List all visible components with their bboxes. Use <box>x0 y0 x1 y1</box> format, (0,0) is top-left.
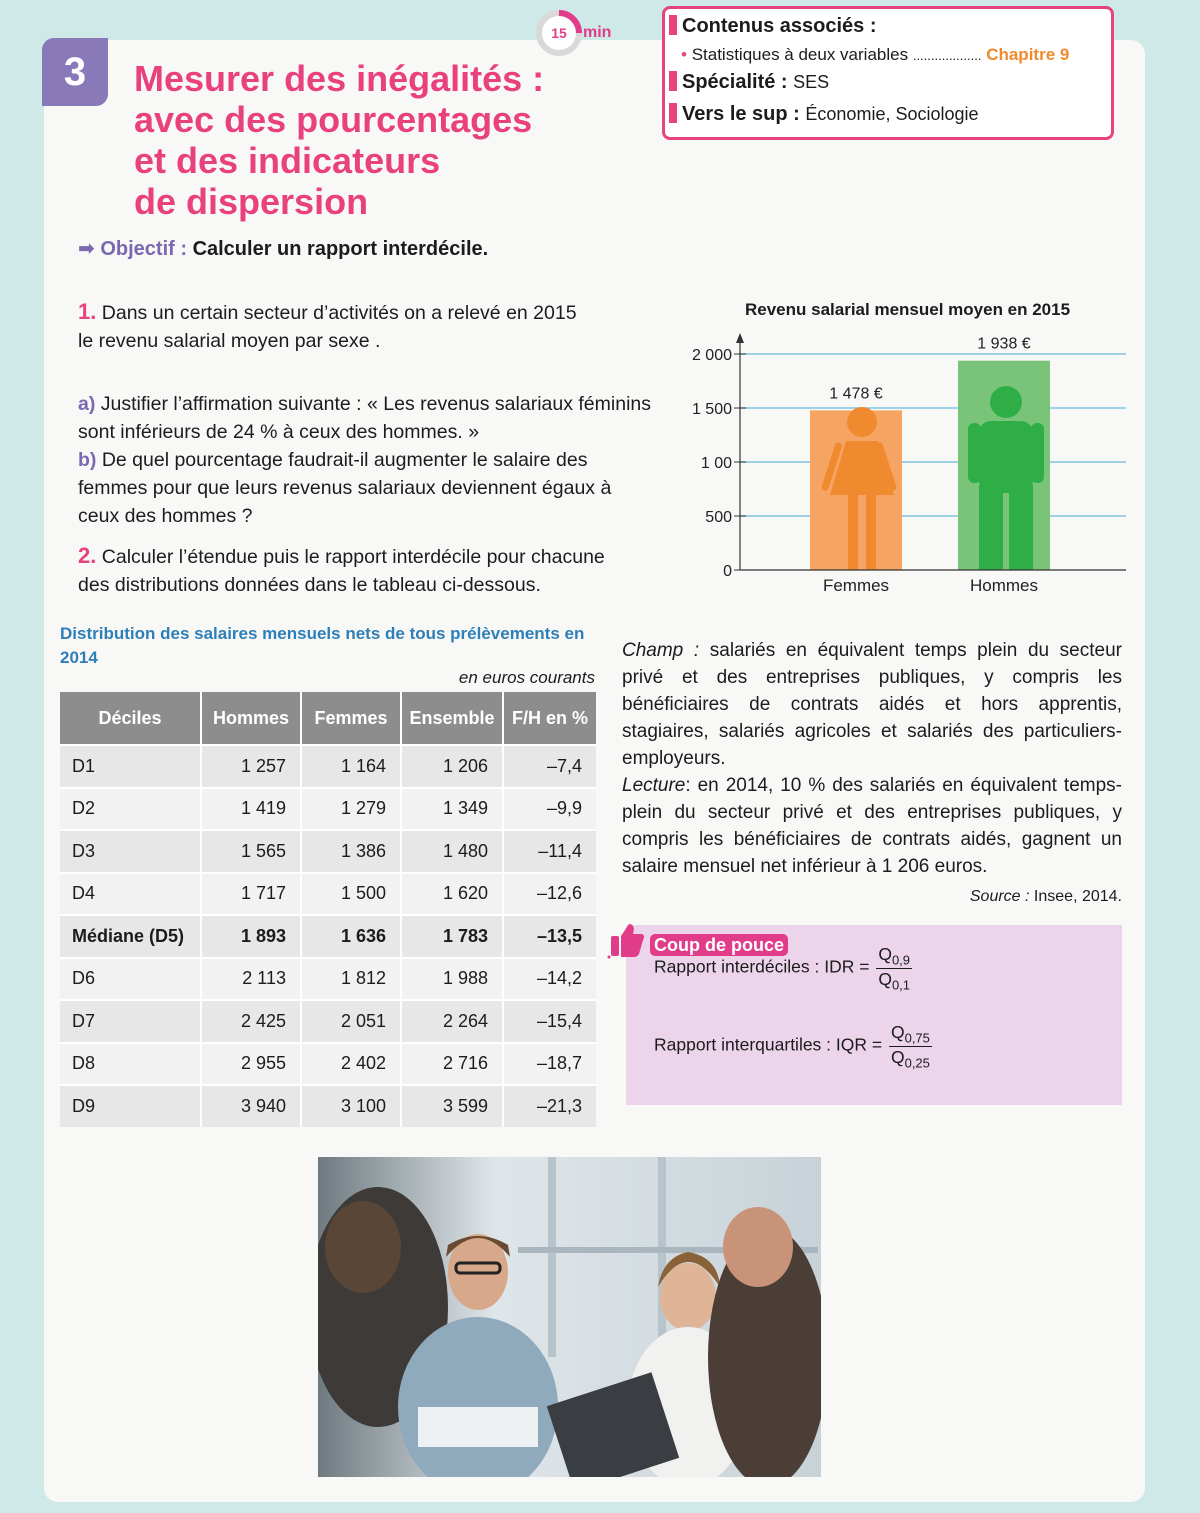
thumbs-up-icon <box>605 920 645 960</box>
value-cell: 2 425 <box>201 1000 301 1043</box>
decile-cell: D1 <box>60 745 201 788</box>
title-line: Mesurer des inégalités : <box>134 58 545 99</box>
title-line: et des indicateurs <box>134 140 441 181</box>
column-header: F/H en % <box>503 692 596 745</box>
lecture-label: Lecture <box>622 775 686 796</box>
value-cell: 1 257 <box>201 745 301 788</box>
value-cell: 3 599 <box>401 1085 503 1127</box>
table-row <box>60 915 596 958</box>
objective-text: Calculer un rapport interdécile. <box>192 238 489 260</box>
value-cell: 1 164 <box>301 745 401 788</box>
subscript: 0,75 <box>904 1030 930 1046</box>
question-1 <box>78 298 577 355</box>
tip-label: Coup de pouce <box>650 934 788 956</box>
timer-value: 15 <box>551 25 567 41</box>
question-text: femmes pour que leurs revenus salariaux deviennent égaux à <box>78 477 612 499</box>
formula-text: Rapport interquartiles : IQR = <box>654 1034 883 1055</box>
question-letter: b) <box>78 449 97 471</box>
decile-cell: D8 <box>60 1043 201 1086</box>
question-text: ceux des hommes ? <box>78 505 253 527</box>
table-row <box>60 1085 596 1127</box>
bar-value-label: 1 478 € <box>829 385 883 403</box>
sup-row <box>669 103 979 126</box>
sup-value: Économie, Sociologie <box>805 104 979 124</box>
decile-cell: D4 <box>60 873 201 916</box>
question-2 <box>78 542 605 599</box>
value-cell: 2 955 <box>201 1043 301 1086</box>
value-cell: 2 402 <box>301 1043 401 1086</box>
value-cell: 1 386 <box>301 830 401 873</box>
lecture-text: : en 2014, 10 % des salariés en équivalent temps-plein du secteur privé et des entreprises publiques, y compris les bénéficiaires de contrats aidés, gagnent un salaire mensuel net inférieur à 1 206 euros. <box>622 775 1122 877</box>
salary-distribution-table <box>60 692 596 1127</box>
value-cell: 1 480 <box>401 830 503 873</box>
timer-unit: min <box>583 24 612 41</box>
speciality-row <box>669 71 829 94</box>
value-cell: 2 716 <box>401 1043 503 1086</box>
decile-cell: D2 <box>60 788 201 831</box>
leader-dots: ................... <box>912 48 982 63</box>
iqr-formula <box>654 1022 932 1070</box>
objective <box>78 236 488 261</box>
activity-number-badge: 3 <box>42 38 108 106</box>
table-unit: en euros courants <box>458 668 595 687</box>
source-note <box>760 888 1122 906</box>
table-row <box>60 1000 596 1043</box>
arrow-right-icon: ➡ <box>78 238 95 260</box>
page-title <box>134 58 604 222</box>
source-text: Insee, 2014. <box>1033 888 1122 905</box>
value-cell: –13,5 <box>503 915 596 958</box>
decile-cell: D7 <box>60 1000 201 1043</box>
value-cell: 2 051 <box>301 1000 401 1043</box>
value-cell: –12,6 <box>503 873 596 916</box>
question-text: sont inférieurs de 24 % à ceux des hommes. » <box>78 421 480 443</box>
field-note <box>622 637 1122 880</box>
table-row <box>60 830 596 873</box>
question-text: De quel pourcentage faudrait-il augmenter le salaire des <box>101 449 588 471</box>
speciality-value: SES <box>793 72 830 92</box>
y-axis-arrow-icon <box>736 333 744 343</box>
value-cell: 1 893 <box>201 915 301 958</box>
title-line: avec des pourcentages <box>134 99 533 140</box>
value-cell: 3 940 <box>201 1085 301 1127</box>
value-cell: 1 500 <box>301 873 401 916</box>
y-tick-label: 1 500 <box>691 401 732 418</box>
table-row <box>60 873 596 916</box>
fraction <box>876 944 912 992</box>
subscript: 0,25 <box>904 1055 930 1070</box>
value-cell: –15,4 <box>503 1000 596 1043</box>
y-tick-label: 1 00 <box>700 455 732 472</box>
bar-value-label: 1 938 € <box>977 335 1031 353</box>
table-row <box>60 745 596 788</box>
formula-text: Rapport interdéciles : IDR = <box>654 956 870 977</box>
idr-formula <box>654 944 912 992</box>
value-cell: 1 812 <box>301 958 401 1001</box>
value-cell: 2 113 <box>201 958 301 1001</box>
pink-marker <box>669 15 677 35</box>
bullet: • <box>681 45 687 64</box>
associated-item-text: Statistiques à deux variables <box>691 45 909 64</box>
question-1b <box>78 446 662 530</box>
associated-contents-box <box>662 6 1114 140</box>
y-tick-label: 2 000 <box>691 347 732 364</box>
question-number: 2. <box>78 543 97 568</box>
question-1a <box>78 390 651 446</box>
value-cell: 2 264 <box>401 1000 503 1043</box>
bar-chart <box>660 325 1140 605</box>
value-cell: –9,9 <box>503 788 596 831</box>
value-cell: –7,4 <box>503 745 596 788</box>
question-text: des distributions données dans le tableau ci-dessous. <box>78 574 541 596</box>
subscript: 0,9 <box>891 952 911 968</box>
column-header: Hommes <box>201 692 301 745</box>
value-cell: 1 717 <box>201 873 301 916</box>
fraction <box>889 1022 932 1070</box>
value-cell: 3 100 <box>301 1085 401 1127</box>
q-symbol: Q <box>890 1046 905 1067</box>
table-row <box>60 1043 596 1086</box>
pink-marker <box>669 71 677 91</box>
sup-label: Vers le sup : <box>682 103 800 125</box>
table-row <box>60 788 596 831</box>
value-cell: –14,2 <box>503 958 596 1001</box>
value-cell: –18,7 <box>503 1043 596 1086</box>
decile-cell: Médiane (D5) <box>60 915 201 958</box>
table-row <box>60 958 596 1001</box>
value-cell: 1 419 <box>201 788 301 831</box>
q-symbol: Q <box>878 944 892 964</box>
value-cell: –11,4 <box>503 830 596 873</box>
question-text: Justifier l’affirmation suivante : « Les revenus salariaux féminins <box>100 393 651 415</box>
column-header: Ensemble <box>401 692 503 745</box>
timer-icon <box>536 10 582 56</box>
table-title: Distribution des salaires mensuels nets de tous prélèvements en 2014 <box>60 624 585 667</box>
objective-label: Objectif : <box>100 238 187 260</box>
value-cell: 1 636 <box>301 915 401 958</box>
value-cell: 1 783 <box>401 915 503 958</box>
value-cell: 1 620 <box>401 873 503 916</box>
value-cell: 1 279 <box>301 788 401 831</box>
subscript: 0,1 <box>891 977 911 992</box>
associated-item <box>681 45 1069 65</box>
question-text: Calculer l’étendue puis le rapport interdécile pour chacune <box>101 546 605 568</box>
value-cell: 1 349 <box>401 788 503 831</box>
question-letter: a) <box>78 393 96 415</box>
question-text: le revenu salarial moyen par sexe . <box>78 330 381 352</box>
speciality-label: Spécialité : <box>682 71 788 93</box>
chapter-link[interactable]: Chapitre 9 <box>986 45 1070 64</box>
value-cell: 1 206 <box>401 745 503 788</box>
decile-cell: D9 <box>60 1085 201 1127</box>
chart-title: Revenu salarial mensuel moyen en 2015 <box>745 300 1071 319</box>
y-tick-label: 500 <box>705 509 732 526</box>
champ-text: salariés en équivalent temps plein du secteur privé et des entreprises publiques, y compris les bénéficiaires de contrats aidés et hors apprentis, stagiaires, salariés agricoles et salariés des particuliers-employeurs. <box>622 640 1122 769</box>
value-cell: 1 565 <box>201 830 301 873</box>
column-header: Déciles <box>60 692 201 745</box>
pink-marker <box>669 103 677 123</box>
table-header-row <box>60 692 596 745</box>
x-category-label: Femmes <box>822 576 890 595</box>
column-header: Femmes <box>301 692 401 745</box>
y-tick-label: 0 <box>723 563 732 580</box>
decile-cell: D6 <box>60 958 201 1001</box>
source-label: Source : <box>969 888 1030 905</box>
q-symbol: Q <box>878 968 892 989</box>
x-category-label: Hommes <box>969 576 1039 595</box>
associated-heading-text: Contenus associés : <box>682 15 877 37</box>
question-number: 1. <box>78 299 97 324</box>
value-cell: 1 988 <box>401 958 503 1001</box>
champ-label: Champ : <box>622 640 700 661</box>
question-text: Dans un certain secteur d’activités on a relevé en 2015 <box>101 302 577 324</box>
associated-heading <box>669 15 877 38</box>
q-symbol: Q <box>890 1022 905 1042</box>
decile-cell: D3 <box>60 830 201 873</box>
value-cell: –21,3 <box>503 1085 596 1127</box>
meeting-photo <box>318 1157 821 1477</box>
title-line: de dispersion <box>134 181 369 222</box>
